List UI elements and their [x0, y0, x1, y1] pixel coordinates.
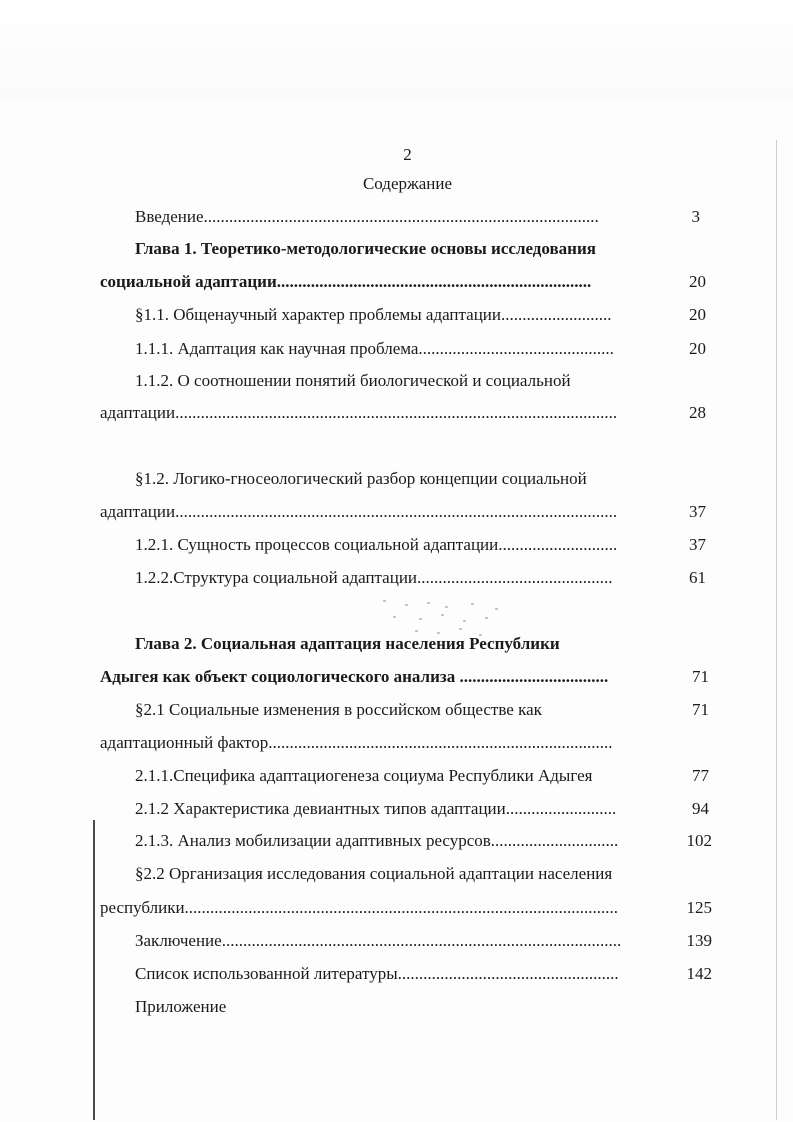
- toc-entry-page: 71: [692, 700, 709, 719]
- toc-entry-page: 3: [691, 207, 700, 226]
- toc-entry-text: 1.1.2. О соотношении понятий биологической и социальной: [135, 371, 571, 390]
- page-number: 2: [403, 145, 412, 164]
- toc-entry-text: 2.1.2 Характеристика девиантных типов адаптации..........................: [135, 799, 617, 818]
- toc-entry-page: 61: [689, 568, 706, 587]
- toc-entry-page: 125: [686, 898, 712, 917]
- toc-chapter-heading: Адыгея как объект социологического анализа ...................................: [100, 667, 609, 686]
- toc-entry-page: 37: [689, 502, 706, 521]
- toc-entry-text: Список использованной литературы....................................................: [135, 964, 619, 983]
- toc-chapter-heading: Глава 1. Теоретико-методологические основы исследования: [135, 239, 596, 258]
- toc-entry-text: 2.1.3. Анализ мобилизации адаптивных ресурсов..............................: [135, 831, 619, 850]
- toc-entry-page: 139: [686, 931, 712, 950]
- toc-entry-page: 37: [689, 535, 706, 554]
- toc-chapter-heading: социальной адаптации..........................................................................: [100, 272, 592, 291]
- toc-entry-page: 102: [686, 831, 712, 850]
- toc-entry-page: 71: [692, 667, 709, 686]
- toc-entry-text: адаптации........................................................................................................: [100, 502, 618, 521]
- toc-entry-text: адаптации........................................................................................................: [100, 403, 618, 422]
- toc-entry-page: 142: [686, 964, 712, 983]
- toc-entry-text: §2.1 Социальные изменения в российском обществе как: [135, 700, 542, 719]
- toc-entry-page: 20: [689, 272, 706, 291]
- toc-entry-text: Приложение: [135, 997, 227, 1016]
- page-title: Содержание: [362, 174, 453, 193]
- toc-chapter-heading: Глава 2. Социальная адаптация населения Республики: [135, 634, 560, 653]
- toc-entry-text: 1.2.2.Структура социальной адаптации..............................................: [135, 568, 613, 587]
- toc-entry-page: 28: [689, 403, 706, 422]
- toc-entry-page: 20: [689, 305, 706, 324]
- toc-entry-text: Введение.............................................................................................: [135, 207, 599, 226]
- toc-entry-page: 20: [689, 339, 706, 358]
- scan-edge-line: [776, 140, 777, 1120]
- toc-entry-text: §2.2 Организация исследования социальной адаптации населения: [135, 864, 613, 883]
- toc-entry-text: §1.1. Общенаучный характер проблемы адаптации..........................: [135, 305, 612, 324]
- toc-entry-page: 77: [692, 766, 709, 785]
- toc-entry-text: 2.1.1.Специфика адаптациогенеза социума Республики Адыгея: [135, 766, 593, 785]
- toc-entry-text: республики......................................................................................................: [100, 898, 619, 917]
- scan-artifact-line: [93, 820, 95, 1120]
- toc-entry-text: §1.2. Логико-гносеологический разбор концепции социальной: [135, 469, 587, 488]
- scan-margin: [0, 0, 793, 100]
- toc-entry-page: 94: [692, 799, 709, 818]
- toc-entry-text: 1.2.1. Сущность процессов социальной адаптации............................: [135, 535, 618, 554]
- toc-entry-text: Заключение..............................................................................................: [135, 931, 622, 950]
- toc-entry-text: 1.1.1. Адаптация как научная проблема..............................................: [135, 339, 614, 358]
- toc-entry-text: адаптационный фактор.................................................................................: [100, 733, 613, 752]
